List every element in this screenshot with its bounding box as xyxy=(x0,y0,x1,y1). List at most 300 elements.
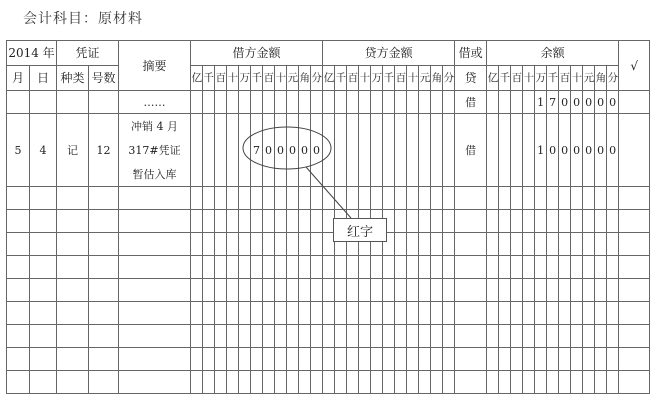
credit-digit xyxy=(371,114,383,187)
debit-digit: 7 xyxy=(251,114,263,187)
blank-cell xyxy=(371,302,383,325)
balance-digit: 0 xyxy=(607,91,619,114)
blank-cell xyxy=(499,256,511,279)
blank-cell xyxy=(263,348,275,371)
blank-cell xyxy=(311,210,323,233)
blank-cell xyxy=(547,325,559,348)
debit-digit xyxy=(227,91,239,114)
blank-cell xyxy=(487,187,499,210)
blank-cell xyxy=(499,210,511,233)
balance-unit-2: 百 xyxy=(511,66,523,91)
blank-cell xyxy=(203,279,215,302)
blank-cell xyxy=(203,256,215,279)
blank-cell xyxy=(30,325,57,348)
blank-cell xyxy=(607,302,619,325)
blank-cell xyxy=(607,187,619,210)
blank-cell xyxy=(547,371,559,394)
blank-cell xyxy=(89,210,119,233)
blank-cell xyxy=(359,371,371,394)
credit-unit-4: 万 xyxy=(371,66,383,91)
debit-unit-5: 千 xyxy=(251,66,263,91)
blank-cell xyxy=(511,302,523,325)
blank-cell xyxy=(287,348,299,371)
credit-unit-9: 角 xyxy=(431,66,443,91)
blank-cell xyxy=(89,187,119,210)
blank-cell xyxy=(371,348,383,371)
blank-cell xyxy=(395,233,407,256)
blank-cell xyxy=(57,325,89,348)
blank-row xyxy=(7,348,650,371)
debit-digit xyxy=(299,91,311,114)
voucher-header: 凭证 xyxy=(57,41,119,66)
credit-unit-6: 百 xyxy=(395,66,407,91)
blank-cell xyxy=(215,302,227,325)
blank-cell xyxy=(443,348,455,371)
blank-cell xyxy=(619,210,650,233)
blank-cell xyxy=(407,233,419,256)
blank-cell xyxy=(619,348,650,371)
debit-digit xyxy=(203,114,215,187)
blank-cell xyxy=(263,325,275,348)
blank-cell xyxy=(383,325,395,348)
blank-cell xyxy=(607,233,619,256)
blank-cell xyxy=(443,325,455,348)
blank-cell xyxy=(335,325,347,348)
blank-cell xyxy=(607,210,619,233)
blank-cell xyxy=(535,210,547,233)
blank-cell xyxy=(335,302,347,325)
blank-cell xyxy=(239,210,251,233)
credit-digit xyxy=(407,91,419,114)
blank-cell xyxy=(487,279,499,302)
blank-cell xyxy=(311,279,323,302)
blank-cell xyxy=(523,210,535,233)
blank-cell xyxy=(7,187,30,210)
debit-digit: 0 xyxy=(311,114,323,187)
row-summary xyxy=(119,91,191,114)
balance-unit-0: 亿 xyxy=(487,66,499,91)
blank-cell xyxy=(347,302,359,325)
blank-cell xyxy=(119,233,191,256)
blank-cell xyxy=(407,210,419,233)
blank-cell xyxy=(119,279,191,302)
balance-digit xyxy=(511,91,523,114)
blank-cell xyxy=(595,279,607,302)
credit-unit-8: 元 xyxy=(419,66,431,91)
blank-cell xyxy=(455,348,487,371)
blank-cell xyxy=(251,325,263,348)
credit-digit xyxy=(419,114,431,187)
blank-cell xyxy=(455,187,487,210)
blank-cell xyxy=(559,348,571,371)
credit-digit xyxy=(359,114,371,187)
blank-cell xyxy=(7,348,30,371)
blank-cell xyxy=(203,302,215,325)
blank-cell xyxy=(619,302,650,325)
blank-cell xyxy=(431,233,443,256)
blank-cell xyxy=(595,233,607,256)
blank-cell xyxy=(431,348,443,371)
ledger-table xyxy=(6,40,650,394)
blank-cell xyxy=(30,371,57,394)
blank-cell xyxy=(215,325,227,348)
summary-lines xyxy=(119,91,190,113)
blank-cell xyxy=(7,210,30,233)
balance-digit: 0 xyxy=(595,114,607,187)
blank-cell xyxy=(607,371,619,394)
blank-cell xyxy=(347,256,359,279)
row-voucher-number xyxy=(89,91,119,114)
balance-digit: 0 xyxy=(571,114,583,187)
blank-cell xyxy=(499,348,511,371)
blank-cell xyxy=(30,348,57,371)
blank-cell xyxy=(30,187,57,210)
credit-header: 贷方金额 xyxy=(323,41,455,66)
blank-cell xyxy=(191,371,203,394)
blank-cell xyxy=(371,256,383,279)
blank-cell xyxy=(251,210,263,233)
blank-cell xyxy=(383,256,395,279)
balance-digit: 0 xyxy=(595,91,607,114)
blank-cell xyxy=(583,279,595,302)
blank-row xyxy=(7,210,650,233)
blank-cell xyxy=(287,279,299,302)
credit-unit-2: 百 xyxy=(347,66,359,91)
blank-cell xyxy=(419,187,431,210)
blank-cell xyxy=(275,187,287,210)
blank-cell xyxy=(547,256,559,279)
blank-cell xyxy=(323,371,335,394)
blank-cell xyxy=(431,279,443,302)
blank-cell xyxy=(619,371,650,394)
blank-cell xyxy=(431,256,443,279)
blank-row xyxy=(7,233,650,256)
balance-digit xyxy=(499,114,511,187)
blank-cell xyxy=(619,325,650,348)
blank-cell xyxy=(311,256,323,279)
debit-unit-7: 十 xyxy=(275,66,287,91)
blank-cell xyxy=(583,325,595,348)
blank-cell xyxy=(371,187,383,210)
blank-cell xyxy=(323,279,335,302)
blank-cell xyxy=(559,233,571,256)
row-dc: 借 xyxy=(455,114,487,187)
blank-cell xyxy=(311,348,323,371)
year-header: 2014 年 xyxy=(7,41,57,66)
blank-cell xyxy=(191,302,203,325)
balance-unit-3: 十 xyxy=(523,66,535,91)
blank-cell xyxy=(287,371,299,394)
balance-unit-4: 万 xyxy=(535,66,547,91)
blank-cell xyxy=(511,325,523,348)
blank-cell xyxy=(619,279,650,302)
row-voucher-type: 记 xyxy=(57,114,89,187)
row-summary xyxy=(119,114,191,187)
debit-unit-1: 千 xyxy=(203,66,215,91)
balance-digit: 1 xyxy=(535,91,547,114)
blank-cell xyxy=(119,210,191,233)
blank-cell xyxy=(547,233,559,256)
debit-digit xyxy=(263,91,275,114)
blank-cell xyxy=(263,371,275,394)
blank-cell xyxy=(535,233,547,256)
blank-cell xyxy=(487,371,499,394)
credit-digit xyxy=(371,91,383,114)
blank-row xyxy=(7,279,650,302)
blank-cell xyxy=(227,325,239,348)
blank-cell xyxy=(595,371,607,394)
balance-unit-9: 角 xyxy=(595,66,607,91)
blank-cell xyxy=(407,279,419,302)
blank-cell xyxy=(419,325,431,348)
blank-cell xyxy=(571,325,583,348)
credit-digit xyxy=(395,114,407,187)
debit-unit-9: 角 xyxy=(299,66,311,91)
blank-cell xyxy=(523,187,535,210)
credit-unit-0: 亿 xyxy=(323,66,335,91)
blank-cell xyxy=(215,279,227,302)
blank-cell xyxy=(203,371,215,394)
blank-cell xyxy=(227,187,239,210)
blank-cell xyxy=(455,325,487,348)
blank-cell xyxy=(215,256,227,279)
blank-cell xyxy=(239,279,251,302)
credit-digit xyxy=(347,91,359,114)
blank-cell xyxy=(607,325,619,348)
blank-cell xyxy=(455,210,487,233)
blank-cell xyxy=(583,302,595,325)
credit-digit xyxy=(323,91,335,114)
balance-digit: 0 xyxy=(607,114,619,187)
blank-cell xyxy=(511,233,523,256)
blank-cell xyxy=(535,348,547,371)
blank-cell xyxy=(583,348,595,371)
summary-lines xyxy=(119,114,190,186)
blank-cell xyxy=(275,256,287,279)
balance-digit xyxy=(523,114,535,187)
blank-cell xyxy=(419,302,431,325)
balance-digit xyxy=(487,91,499,114)
blank-cell xyxy=(571,348,583,371)
blank-row xyxy=(7,187,650,210)
blank-cell xyxy=(263,279,275,302)
blank-cell xyxy=(607,279,619,302)
blank-cell xyxy=(547,187,559,210)
debit-digit xyxy=(275,91,287,114)
balance-unit-1: 千 xyxy=(499,66,511,91)
blank-cell xyxy=(523,233,535,256)
summary-line: 暂估入库 xyxy=(132,167,177,181)
blank-cell xyxy=(323,256,335,279)
row-check xyxy=(619,114,650,187)
balance-unit-6: 百 xyxy=(559,66,571,91)
blank-cell xyxy=(407,187,419,210)
blank-cell xyxy=(395,348,407,371)
debit-digit xyxy=(191,114,203,187)
ledger-table-wrap xyxy=(6,40,649,401)
blank-cell xyxy=(443,256,455,279)
blank-cell xyxy=(455,371,487,394)
blank-cell xyxy=(275,348,287,371)
blank-cell xyxy=(443,210,455,233)
credit-digit xyxy=(335,91,347,114)
blank-cell xyxy=(583,256,595,279)
blank-cell xyxy=(571,302,583,325)
blank-cell xyxy=(287,325,299,348)
blank-cell xyxy=(251,279,263,302)
account-title: 会计科目：原材料 xyxy=(23,11,143,27)
blank-cell xyxy=(535,256,547,279)
blank-cell xyxy=(89,279,119,302)
balance-digit: 0 xyxy=(583,91,595,114)
blank-cell xyxy=(535,325,547,348)
debit-digit xyxy=(215,114,227,187)
blank-cell xyxy=(30,302,57,325)
blank-cell xyxy=(119,348,191,371)
blank-cell xyxy=(299,279,311,302)
blank-cell xyxy=(455,233,487,256)
blank-cell xyxy=(89,348,119,371)
balance-digit: 0 xyxy=(571,91,583,114)
blank-cell xyxy=(431,210,443,233)
debit-unit-10: 分 xyxy=(311,66,323,91)
day-header: 日 xyxy=(30,66,57,91)
blank-cell xyxy=(523,302,535,325)
blank-row xyxy=(7,371,650,394)
blank-cell xyxy=(251,371,263,394)
blank-cell xyxy=(535,371,547,394)
summary-line: 冲销 4 月 xyxy=(131,119,179,133)
blank-cell xyxy=(275,302,287,325)
blank-cell xyxy=(251,233,263,256)
blank-cell xyxy=(443,279,455,302)
blank-cell xyxy=(311,371,323,394)
blank-cell xyxy=(299,233,311,256)
blank-cell xyxy=(215,371,227,394)
blank-cell xyxy=(275,233,287,256)
debit-digit xyxy=(227,114,239,187)
balance-unit-7: 十 xyxy=(571,66,583,91)
blank-cell xyxy=(583,187,595,210)
blank-cell xyxy=(191,233,203,256)
blank-cell xyxy=(89,256,119,279)
blank-cell xyxy=(191,348,203,371)
blank-cell xyxy=(359,348,371,371)
blank-cell xyxy=(227,279,239,302)
blank-cell xyxy=(407,348,419,371)
blank-cell xyxy=(559,279,571,302)
blank-cell xyxy=(383,302,395,325)
blank-cell xyxy=(311,325,323,348)
blank-cell xyxy=(359,187,371,210)
blank-cell xyxy=(443,371,455,394)
blank-cell xyxy=(299,325,311,348)
blank-cell xyxy=(511,210,523,233)
blank-cell xyxy=(191,325,203,348)
blank-cell xyxy=(535,279,547,302)
blank-cell xyxy=(335,371,347,394)
blank-cell xyxy=(407,256,419,279)
debit-digit xyxy=(251,91,263,114)
credit-unit-5: 千 xyxy=(383,66,395,91)
blank-cell xyxy=(595,325,607,348)
balance-digit xyxy=(499,91,511,114)
blank-cell xyxy=(395,256,407,279)
blank-cell xyxy=(335,256,347,279)
debit-digit: 0 xyxy=(299,114,311,187)
blank-cell xyxy=(239,187,251,210)
blank-cell xyxy=(323,187,335,210)
voucher-type-header: 种类 xyxy=(57,66,89,91)
blank-cell xyxy=(383,348,395,371)
debit-digit xyxy=(191,91,203,114)
credit-unit-7: 十 xyxy=(407,66,419,91)
blank-cell xyxy=(395,210,407,233)
blank-cell xyxy=(89,302,119,325)
blank-cell xyxy=(395,279,407,302)
summary-line: …… xyxy=(143,95,166,109)
blank-cell xyxy=(419,371,431,394)
blank-cell xyxy=(323,325,335,348)
blank-cell xyxy=(523,371,535,394)
blank-cell xyxy=(535,187,547,210)
balance-digit: 7 xyxy=(547,91,559,114)
credit-digit xyxy=(407,114,419,187)
blank-cell xyxy=(499,233,511,256)
blank-cell xyxy=(559,256,571,279)
blank-cell xyxy=(547,348,559,371)
blank-cell xyxy=(203,325,215,348)
blank-cell xyxy=(263,187,275,210)
credit-digit xyxy=(419,91,431,114)
blank-cell xyxy=(251,302,263,325)
blank-cell xyxy=(30,233,57,256)
blank-cell xyxy=(119,302,191,325)
blank-cell xyxy=(571,187,583,210)
blank-cell xyxy=(443,187,455,210)
balance-unit-5: 千 xyxy=(547,66,559,91)
blank-cell xyxy=(335,187,347,210)
blank-cell xyxy=(395,325,407,348)
blank-cell xyxy=(395,302,407,325)
blank-cell xyxy=(323,302,335,325)
blank-cell xyxy=(287,302,299,325)
blank-cell xyxy=(227,302,239,325)
credit-digit xyxy=(359,91,371,114)
credit-digit xyxy=(431,91,443,114)
red-ink-annotation: 红字 xyxy=(333,218,387,242)
blank-cell xyxy=(419,279,431,302)
blank-cell xyxy=(431,302,443,325)
blank-cell xyxy=(299,371,311,394)
blank-cell xyxy=(191,279,203,302)
blank-cell xyxy=(119,187,191,210)
credit-digit xyxy=(347,114,359,187)
blank-cell xyxy=(57,302,89,325)
blank-cell xyxy=(523,348,535,371)
blank-cell xyxy=(559,187,571,210)
blank-cell xyxy=(455,302,487,325)
balance-digit: 0 xyxy=(559,91,571,114)
blank-cell xyxy=(299,210,311,233)
blank-cell xyxy=(347,325,359,348)
blank-row xyxy=(7,302,650,325)
blank-cell xyxy=(119,256,191,279)
blank-cell xyxy=(7,256,30,279)
credit-digit xyxy=(443,114,455,187)
blank-cell xyxy=(239,371,251,394)
credit-digit xyxy=(383,114,395,187)
